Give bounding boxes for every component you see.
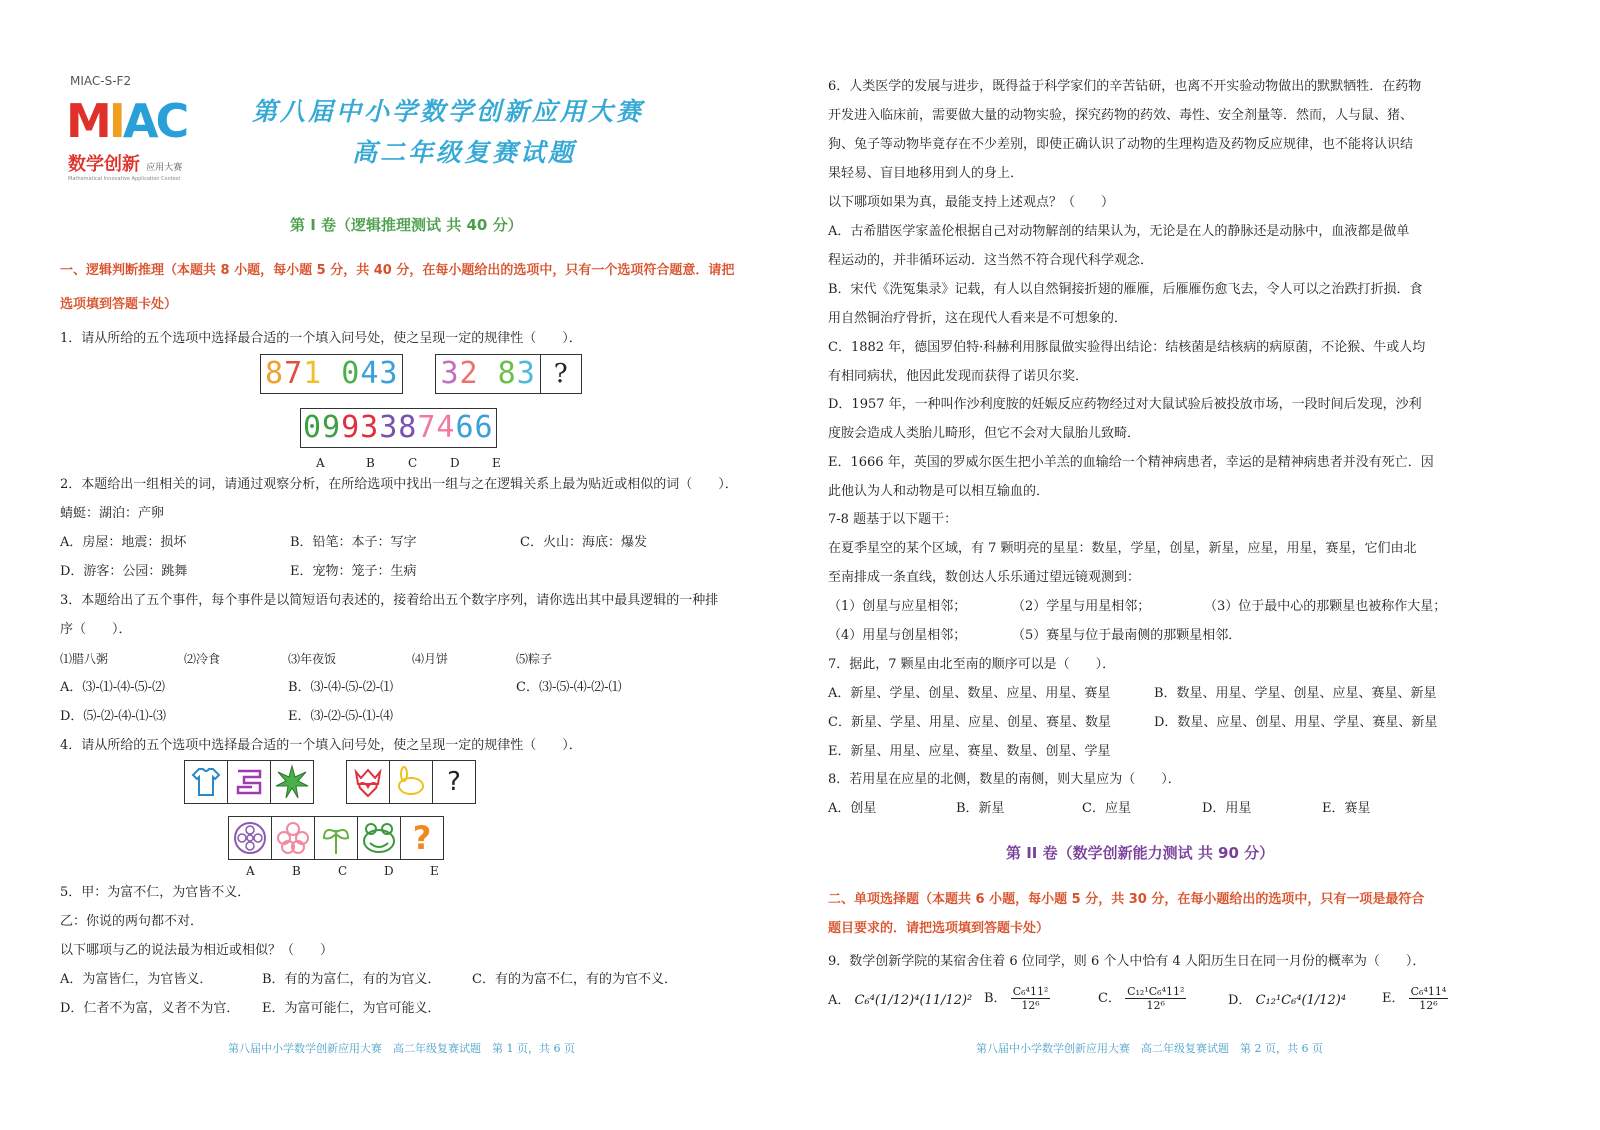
part-2-instructions-2: 题目要求的．请把选项填到答题卡处） [828,921,1050,936]
q9-option-a-formula: C₆⁴(1/12)⁴(11/12)² [854,993,973,1008]
part-1-instructions-2: 选项填到答题卡处） [60,297,178,312]
q9-option-d: D． C₁₂¹C₆⁴(1/12)⁴ [1228,993,1347,1008]
q4-question-mark: ? [433,760,476,804]
q6-option-d-2: 度胺会造成人类胎儿畸形，但它不会对大鼠胎儿致畸． [828,426,1141,441]
question-9: 9．数学创新学院的某宿舍住着 6 位同学，则 6 个人中恰有 4 人阳历生日在同一月份的概率为（ ）． [828,954,1426,969]
maze-icon [228,760,271,804]
q8-option-d: D．用星 [1202,801,1252,816]
question-5-line-3: 以下哪项与乙的说法最为相近或相似？（ ） [60,943,334,958]
q3-option-a: A．⑶-⑴-⑷-⑸-⑵ [60,680,165,695]
q6-option-b-1: B．宋代《洗冤集录》记载，有人以自然铜接折翅的雁雁，后雁雁伤愈飞去，令人可以之治跌打折损．食 [828,282,1423,297]
q6-option-a-2: 程运动的，并非循环运动．这当然不符合现代科学观念． [828,253,1154,268]
q6-line-3: 狗、兔子等动物毕竟存在不少差别，即使正确认识了动物的生理构造及药物反应规律，也不能将认识结 [828,137,1414,152]
q1-option-b: 93 [341,410,380,445]
q4-option-a-flower-circle-icon [228,816,272,860]
q1-option-c: 38 [379,410,418,445]
q2-option-e: E．宠物：笼子：生病 [290,564,417,579]
q3-event-1: ⑴腊八粥 [60,652,109,666]
q2-option-d: D．游客：公园：跳舞 [60,564,188,579]
q5-option-d: D．仁者不为富，义者不为官． [60,1001,240,1016]
q7-option-b: B．数星、用星、学星、创星、应星、赛星、新星 [1154,686,1437,701]
q4-option-e-question-icon: ? [401,816,444,860]
logo-cn: 数学创新 [68,154,140,175]
shirt-icon [184,760,228,804]
question-8: 8．若用星在应星的北侧，数星的南侧，则大星应为（ ）． [828,772,1181,787]
q2-stem: 蜻蜓：湖泊：产卵 [60,506,165,521]
section-2-title: 第 II 卷（数学创新能力测试 共 90 分） [1006,844,1275,862]
q7-option-a: A．新星、学星、创星、数星、应星、用星、赛星 [828,686,1111,701]
q6-option-c-1: C．1882 年，德国罗伯特·科赫利用豚鼠做实验得出结论：结核菌是结核病的病原菌，不论猴、牛或人均 [828,340,1426,355]
starburst-icon [271,760,314,804]
q1-options [300,408,497,448]
q1-label-b: B [366,456,375,470]
q78-cond-5: （5）赛星与位于最南侧的那颗星相邻． [1012,628,1242,643]
q1-option-a: 09 [303,410,342,445]
section-1-title: 第 I 卷（逻辑推理测试 共 40 分） [290,216,523,234]
q1-label-e: E [492,456,501,470]
q3-event-5: ⑸粽子 [516,652,553,666]
q1-label-a: A [316,456,325,470]
q6-line-1: 6．人类医学的发展与进步，既得益于科学家们的辛苦钻研，也离不开实验动物做出的默默牺牲．在药物 [828,79,1422,94]
q6-option-e-1: E．1666 年，英国的罗威尔医生把小羊羔的血输给一个精神病患者，幸运的是精神病患者并没有死亡．因 [828,455,1434,470]
q7-option-c: C．新星、学星、用星、应星、创星、赛星、数星 [828,715,1111,730]
logo-cn-small: 应用大赛 [146,163,183,173]
q9-option-b: B． $\frac{\text{C₆⁴11²}}{\text{12⁶}}$ [984,985,1049,1012]
q6-line-4: 果轻易、盲目地移用到人的身上． [828,166,1024,181]
q1-box-1: 871 043 [260,354,403,394]
logo-letter-i: I [108,94,123,148]
q5-option-c: C．有的为富不仁，有的为官不义． [472,972,677,987]
q78-line-1: 在夏季星空的某个区域，有 7 颗明亮的星星：数星，学星，创星，新星，应星，用星，赛星，它们由北 [828,541,1417,556]
question-4: 4．请从所给的五个选项中选择最合适的一个填入问号处，使之呈现一定的规律性（ ）． [60,738,582,753]
doc-id: MIAC-S-F2 [70,74,132,88]
q8-option-b: B．新星 [956,801,1005,816]
q9-option-e: E． $\frac{\text{C₆⁴11⁴}}{\text{12⁶}}$ [1382,985,1447,1012]
q8-option-a: A．创星 [828,801,877,816]
q1-sequence [260,354,582,394]
footer-page-1: 第八届中小学数学创新应用大赛 高二年级复赛试题 第 1 页，共 6 页 [228,1042,575,1055]
q6-option-c-2: 有相同病状，他因此发现而获得了诺贝尔奖． [828,369,1089,384]
q4-label-a: A [246,864,255,878]
q6-line-2: 开发进入临床前，需要做大量的动物实验，探究药物的药效、毒性、安全剂量等．然而，人与鼠、猪、 [828,108,1414,123]
rabbit-icon [390,760,433,804]
q1-box-2: 32 83 [435,354,540,394]
q5-option-b: B．有的为富仁，有的为官义． [262,972,441,987]
question-5-line-2: 乙：你说的两句都不对． [60,914,204,929]
q6-option-b-2: 用自然铜治疗骨折，这在现代人看来是不可想象的． [828,311,1128,326]
question-3-line-1: 3．本题给出了五个事件，每个事件是以简短语句表述的，接着给出五个数字序列，请你选出其中最具逻辑的一种排 [60,593,719,608]
q78-cond-3: （3）位于最中心的那颗星也被称作大星； [1204,599,1447,614]
q78-intro: 7-8 题基于以下题干： [828,512,958,527]
q1-option-d: 74 [417,410,456,445]
q9-option-c: C． $\frac{\text{C₁₂¹C₆⁴11²}}{\text{12⁶}}$ [1098,985,1185,1012]
q4-sequence [184,760,476,804]
q3-option-d: D．⑸-⑵-⑷-⑴-⑶ [60,709,166,724]
miac-logo [66,96,190,184]
q4-options [228,816,444,860]
q3-event-2: ⑵冷食 [184,652,221,666]
logo-letter-a: A [122,94,156,148]
q4-label-d: D [384,864,394,878]
q78-line-2: 至南排成一条直线，数创达人乐乐通过望远镜观测到： [828,570,1141,585]
q1-question-mark: ? [541,354,582,394]
q2-option-b: B．铅笔：本子：写字 [290,535,417,550]
footer-page-2: 第八届中小学数学创新应用大赛 高二年级复赛试题 第 2 页，共 6 页 [976,1042,1323,1055]
question-5-line-1: 5．甲：为富不仁，为官皆不义． [60,885,251,900]
q2-option-a: A．房屋：地震：损坏 [60,535,187,550]
q78-cond-1: （1）创星与应星相邻； [828,599,967,614]
logo-letter-m: M [66,94,109,148]
title-line-1: 第八届中小学数学创新应用大赛 [252,97,645,126]
logo-letter-c: C [155,94,187,148]
q6-option-d-1: D．1957 年，一种叫作沙利度胺的妊娠反应药物经过对大鼠试验后被投放市场，一段时间后发现，沙利 [828,397,1422,412]
part-2-instructions-1: 二、单项选择题（本题共 6 小题，每小题 5 分，共 30 分，在每小题给出的选项中，只有一项是最符合 [828,892,1425,907]
q7-option-e: E．新星、用星、应星、赛星、数星、创星、学星 [828,744,1111,759]
q3-option-e: E．⑶-⑵-⑸-⑴-⑷ [288,709,394,724]
logo-en: Mathematical Innovative Application Contest [68,176,181,182]
q4-label-e: E [430,864,439,878]
q9-option-a: A． C₆⁴(1/12)⁴(11/12)² [828,993,973,1008]
title-line-2: 高二年级复赛试题 [352,138,577,167]
q3-option-c: C．⑶-⑸-⑷-⑵-⑴ [516,680,622,695]
q8-option-e: E．赛星 [1322,801,1371,816]
q3-event-4: ⑷月饼 [412,652,449,666]
page-2 [800,0,1600,1130]
question-2: 2．本题给出一组相关的词，请通过观察分析，在所给选项中找出一组与之在逻辑关系上最为贴近或相似的词（ ）． [60,477,738,492]
question-1: 1．请从所给的五个选项中选择最合适的一个填入问号处，使之呈现一定的规律性（ ）． [60,331,582,346]
q4-option-d-frog-icon [358,816,401,860]
q3-event-3: ⑶年夜饭 [288,652,337,666]
q6-ask: 以下哪项如果为真，最能支持上述观点？（ ） [828,195,1115,210]
q78-cond-4: （4）用星与创星相邻； [828,628,967,643]
q2-option-c: C．火山：海底：爆发 [520,535,647,550]
q4-label-b: B [292,864,301,878]
q6-option-e-2: 此他认为人和动物是可以相互输血的． [828,484,1050,499]
q5-option-a: A．为富皆仁，为官皆义． [60,972,213,987]
q8-option-c: C．应星 [1082,801,1131,816]
question-7: 7．据此，7 颗星由北至南的顺序可以是（ ）． [828,657,1116,672]
q3-option-b: B．⑶-⑷-⑸-⑵-⑴ [288,680,394,695]
crown-heart-icon [346,760,390,804]
q1-label-d: D [450,456,460,470]
q1-option-e: 66 [455,410,494,445]
q4-label-c: C [338,864,348,878]
part-1-instructions-1: 一、逻辑判断推理（本题共 8 小题，每小题 5 分，共 40 分，在每小题给出的选项中，只有一个选项符合题意．请把 [60,263,735,278]
q4-option-b-flower-icon [272,816,315,860]
q5-option-e: E．为富可能仁，为官可能义． [262,1001,441,1016]
q4-option-c-sprout-icon [315,816,358,860]
q6-option-a-1: A．古希腊医学家盖伦根据自己对动物解剖的结果认为，无论是在人的静脉还是动脉中，血液都是做单 [828,224,1410,239]
q7-option-d: D．数星、应星、创星、用星、学星、赛星、新星 [1154,715,1438,730]
question-3-line-2: 序（ ）． [60,622,132,637]
q78-cond-2: （2）学星与用星相邻； [1012,599,1151,614]
q1-label-c: C [408,456,418,470]
